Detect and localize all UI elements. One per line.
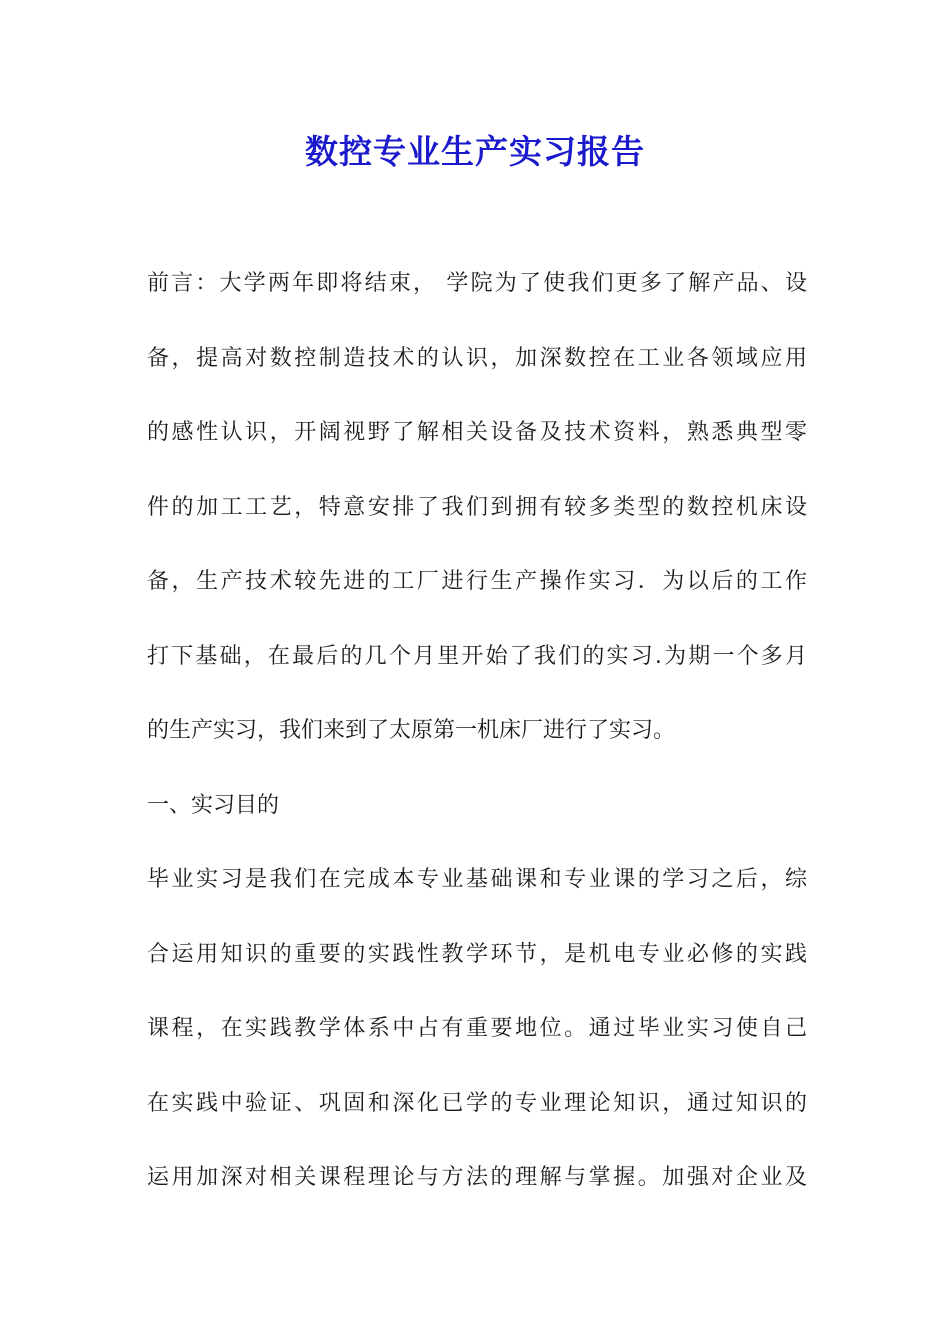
text-line: 的感性认识，开阔视野了解相关设备及技术资料，熟悉典型零 xyxy=(147,420,807,445)
text-line: 毕业实习是我们在完成本专业基础课和专业课的学习之后，综 xyxy=(147,867,807,892)
text-line: 前言：大学两年即将结束， 学院为了使我们更多了解产品、设 xyxy=(147,271,807,296)
document-body xyxy=(147,262,807,1231)
preface-paragraph xyxy=(147,262,807,784)
text-line: 运用加深对相关课程理论与方法的理解与掌握。加强对企业及 xyxy=(147,1165,807,1190)
text-line: 在实践中验证、巩固和深化已学的专业理论知识，通过知识的 xyxy=(147,1090,807,1116)
text-line: 打下基础，在最后的几个月里开始了我们的实习.为期一个多月 xyxy=(147,643,807,669)
section1-paragraph xyxy=(147,858,807,1231)
text-line: 的生产实习，我们来到了太原第一机床厂进行了实习。 xyxy=(147,718,676,743)
text-line: 合运用知识的重要的实践性教学环节，是机电专业必修的实践 xyxy=(147,941,807,967)
document-title: 数控专业生产实习报告 xyxy=(305,132,645,171)
text-line: 备，提高对数控制造技术的认识，加深数控在工业各领域应用 xyxy=(147,345,807,371)
section-heading: 一、实习目的 xyxy=(147,792,280,818)
text-line: 课程，在实践教学体系中占有重要地位。通过毕业实习使自己 xyxy=(147,1016,807,1041)
text-line: 件的加工工艺，特意安排了我们到拥有较多类型的数控机床设 xyxy=(147,494,807,520)
text-line: 备，生产技术较先进的工厂进行生产操作实习．为以后的工作 xyxy=(147,569,807,594)
